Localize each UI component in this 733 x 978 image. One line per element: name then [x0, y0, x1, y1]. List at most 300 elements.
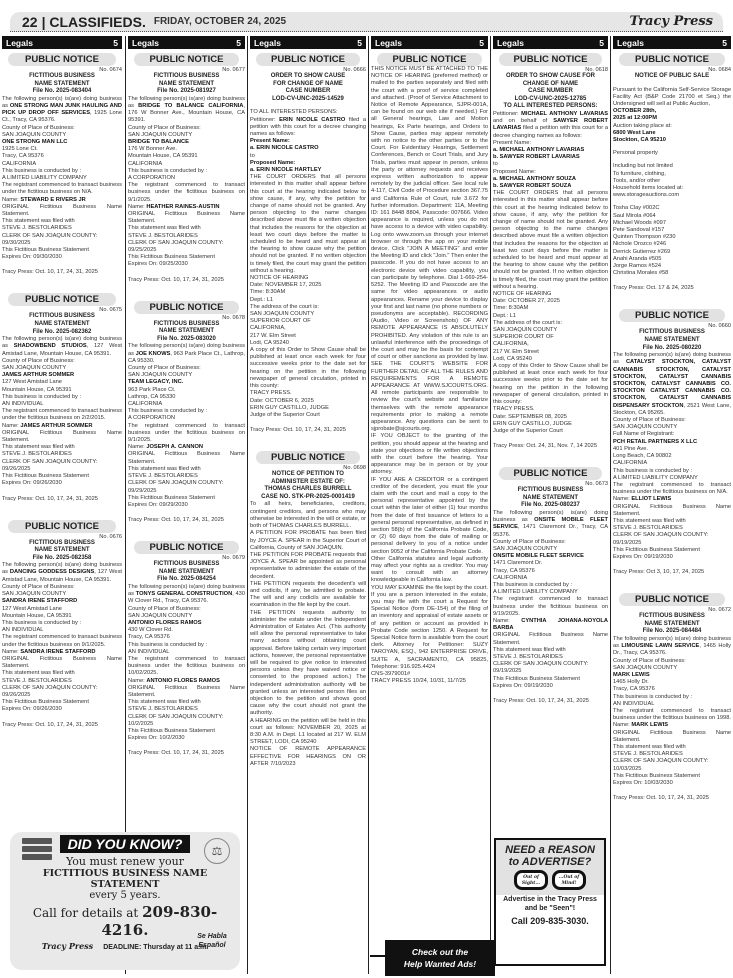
notice-title: FICTITIOUS BUSINESS [639, 329, 705, 336]
notice-text: Present Name: [250, 138, 290, 145]
notice-text: 6800 West Lane [613, 129, 656, 136]
notice-text: This business is conducted by : [2, 167, 82, 174]
notice-text: ORIGINAL Fictitious Business Name Statement. [128, 684, 245, 698]
ad-line: and be "Seen"! [524, 905, 576, 912]
banner-line: Check out the [411, 947, 469, 957]
notice-text: Name: JAMES ARTHUR SOMMER [2, 422, 93, 429]
notice-title: NAME STATEMENT [34, 547, 90, 554]
notice-text: AN INDIVIDUAL [2, 401, 44, 408]
legals-label: Legals [375, 37, 402, 48]
notice-text: The following person(s) is(are) doing business as LIMOUSINE LAWN SERVICE, 1465 Holly Dr., Tracy, CA 95376. [613, 635, 731, 657]
page-number: 22 [22, 13, 38, 30]
notice-text: ANTONIO FLORES RAMOS [128, 619, 202, 626]
ad-line: every 5 years. [89, 890, 161, 901]
public-notice [493, 53, 608, 449]
notice-text: STEVE J. BESTOLARIDES [128, 473, 198, 480]
notice-number: No. 0675 [99, 307, 122, 314]
public-notice [493, 467, 608, 704]
public-notice [613, 53, 731, 291]
notice-text: The following person(s) is(are) doing business as ONE STRONG MAN JUNK HAULING AND PICK UP DROP OFF SERVICES, 1925 Lone Ct., Tracy, CA 95376. [2, 95, 122, 124]
public-notice-heading: PUBLIC NOTICE [256, 53, 360, 66]
notice-text: STEVE J. BESTOLARIDES [128, 706, 198, 713]
notice-text: A LIMITED LIABILITY COMPANY [493, 589, 578, 596]
notice-title: File No. 2025-082362 [32, 328, 92, 335]
tracy-press-logo: Tracy Press [41, 941, 94, 951]
notice-title: FICTITIOUS BUSINESS [153, 561, 220, 568]
notice-number: No. 0618 [585, 67, 608, 73]
legals-label: Legals [254, 37, 281, 48]
notice-text: Name: ELLIOT LEWIS [613, 496, 672, 503]
se-habla-espanol: Se Habla Español [197, 933, 227, 949]
notice-title: File No. 2025-084254 [157, 576, 216, 583]
notice-title: NAME STATEMENT [158, 80, 215, 87]
notice-text: STEVE J. BESTOLARIDES [2, 451, 72, 458]
notice-text: This statement was filed with [128, 699, 201, 706]
notice-text: Derrick Gutierrez #269 [613, 248, 671, 255]
notice-text: CALIFORNIA [128, 160, 163, 167]
notice-text: SAN JOAQUIN COUNTY [128, 372, 193, 379]
notice-body [613, 352, 731, 561]
ad-deadline: DEADLINE: Thursday at 11 a.m. [103, 944, 209, 951]
page-header [10, 12, 723, 32]
public-notice [128, 53, 245, 283]
notice-text: The following person(s) is(are) doing business as JOE KNOWS, 963 Park Place Ct., Lathrop, CA 95330. [128, 343, 245, 364]
notice-text: This business is conducted by : [128, 641, 208, 648]
notice-text: Proposed Name: [250, 159, 296, 166]
notice-text: Michael Woods #097 [613, 219, 667, 226]
notice-text: ORIGINAL Fictitious Business Name Statement. [128, 451, 245, 465]
notice-text: SAN JOAQUIN COUNTY [250, 311, 315, 318]
notice-text: ORIGINAL Fictitious Business Name Statement. [2, 429, 122, 444]
notice-text: ORIGINAL Fictitious Business Name Statement. [128, 211, 245, 225]
ad-headline: DID YOU KNOW? [60, 835, 191, 853]
notice-text: Pursuant to the California Self-Service Storage Facility Act (B&P Code 21700 et Seq.) the Undersigned will sell at Public Auction, [613, 86, 731, 107]
publication-dates: Tracy Press: Oct. 10, 17, 24, 31, 2025 [128, 517, 224, 524]
notice-text: This business is conducted by : [2, 393, 82, 400]
notice-text: 127 West Amistad Lane [2, 605, 62, 612]
notice-text: Dept.: L1 [493, 312, 517, 319]
legals-number: 5 [479, 37, 484, 48]
notice-text: OCTOBER 28th, [613, 108, 657, 115]
notice-text: NOTICE OF REMOTE APPEARANCE EFFECTIVE FOR HEARINGS ON OR AFTER 7/10/2023 [250, 746, 366, 767]
notice-title: FOR CHANGE OF NAME [273, 80, 343, 87]
column-divider [610, 36, 611, 974]
notice-body [371, 66, 488, 685]
public-notice [371, 53, 488, 685]
notice-text: CLERK OF SAN JOAQUIN COUNTY: [2, 684, 98, 691]
notice-text: This statement was filed with [128, 225, 201, 232]
notice-number: No. 0672 [708, 607, 731, 614]
notice-text: YOU MAY EXAMINE the file kept by the court. If you are a person interested in the estate, you may file with the court a Request for Special Notice (form DE-154) of the filing of an inventory and appraisal of estate assets or of any petition or account as provided in Probate Code section 1250. A Request for Special Notice form is available from the court clerk. Attorney for Petitioner: SUZY TAROYAN, ESQ., 942 ENTERPRISE DRIVE, SUITE A, SACRAMENTO, CA 95825, Telephone: 916.925.4424 [371, 584, 488, 670]
notice-number: No. 0677 [222, 67, 245, 73]
notice-text: ERIN GUY CASTILLO, JUDGE [250, 404, 329, 411]
notice-text: County of Place of Business: [2, 124, 75, 131]
notice-text: ONE STRONG MAN LLC [2, 139, 68, 145]
notice-number: No. 0676 [99, 533, 122, 540]
notice-text: Tracy, CA 95376 [2, 153, 44, 160]
notice-text: AN INDIVIDUAL [2, 627, 44, 634]
notice-text: THE COURT ORDERS that all persons interested in this matter shall appear before this court at the hearing indicated below to show cause, if any, why the petition for change of name should not be granted. Any person objecting to the name changes described above must file a written objection that includes the reasons for the objection at least two court days before the matter is scheduled to be heard and must appear at the hearing to show cause why the petition should not be granted. If no written objection is timely filed, the court may grant the petition without a hearing. [250, 174, 366, 274]
notice-text: County of Place of Business: [613, 417, 686, 424]
scales-of-justice-icon: ⚖ [204, 838, 230, 864]
publication-dates: Tracy Press: Oct. 10, 17, 24, 31, 2025 [250, 427, 346, 434]
notice-text: To all heirs, beneficiaries, creditors, contingent creditors, and persons who may otherwise be interested in the will or estate, or both of THOMAS CHARLES BURRELL. [250, 501, 366, 530]
notice-text: Proposed Name: [493, 168, 536, 175]
notice-text: Expires On: 09/26/2030 [2, 706, 62, 713]
publication-dates: Tracy Press: Oct. 24, 31, Nov. 7, 14 2025 [493, 443, 598, 450]
banner-line: Help Wanted Ads! [403, 959, 477, 969]
notice-text: b. SAWYER ROBERT SOUZA [493, 183, 572, 189]
notice-text: IF YOU ARE A CREDITOR or a contingent creditor of the decedent, you must file your claim with the court and mail a copy to the personal representative appointed by the court within the later of either (1) four months from the date of first issuance of letters to a general personal representative, as defined in section 58(b) of the California Probate Code, or (2) 60 days from the date of mailing or personal delivery to you of a notice under section 9052 of the California Probate Code. [371, 476, 488, 555]
notice-text: Including but not limited [613, 163, 673, 170]
notice-number: No. 0698 [343, 465, 366, 472]
notice-body [128, 584, 245, 742]
notice-title: NAME STATEMENT [34, 321, 90, 328]
notice-title: File No. 2025-083404 [32, 88, 92, 95]
notice-text: This business is conducted by : [128, 167, 208, 174]
notice-text: ORIGINAL Fictitious Business Name Statement. [2, 655, 122, 670]
notice-text: 09/26/2025 [2, 465, 31, 472]
notice-text: 217 W. Elm Street [493, 348, 539, 355]
column-divider [368, 36, 369, 974]
legals-number: 5 [357, 37, 362, 48]
notice-text: THE PETITION requests the decedent's will and codicils, if any, be admitted to probate. The will and any codicils are available for examination in the file kept by the court. [250, 580, 366, 609]
legals-header [2, 36, 122, 49]
notice-text: ORIGINAL Fictitious Business Name Statement. [493, 632, 608, 646]
public-notice [2, 520, 122, 728]
notice-text: Tracy, CA 95376 [493, 567, 535, 574]
notice-text: CLERK OF SAN JOAQUIN COUNTY: [128, 239, 224, 246]
notice-text: 09/29/2025 [128, 487, 157, 494]
notice-text: AN INDIVIDUAL [128, 648, 170, 655]
notice-text: County of Place of Business: [128, 124, 201, 131]
publication-dates: Tracy Press: Oct. 10, 17, 24, 31, 2025 [493, 697, 589, 704]
notice-text: This business is conducted by : [2, 619, 82, 626]
notice-text: 09/19/2025 [613, 539, 642, 546]
notice-text: Petitioner: MICHAEL ANTHONY LAVARIAS and on behalf of SAWYER ROBERT LAVARIAS filed a petition with this court for a decree changing names as follows: [493, 110, 608, 139]
notice-text: 09/30/2025 [2, 239, 31, 246]
notice-title: CHANGE OF NAME [522, 80, 579, 87]
notice-title: File No. 2025-081927 [157, 88, 216, 95]
legals-label: Legals [617, 37, 644, 48]
public-notice-heading: PUBLIC NOTICE [256, 451, 360, 464]
notice-text: to [493, 161, 498, 168]
notice-text: County of Place of Business: [2, 583, 75, 590]
notice-text: PCH RETAIL PARTNERS X LLC [613, 438, 698, 445]
notice-text: ORIGINAL Fictitious Business Name Statement. [2, 203, 122, 218]
notice-text: Expires On: 09/19/2030 [493, 682, 553, 689]
notice-body [613, 636, 731, 787]
public-notice-heading: PUBLIC NOTICE [377, 53, 482, 66]
notice-text: SUPERIOR COURT OF [250, 318, 311, 325]
notice-text: The registrant commenced to transact business under the fictitious business on 10/02/2025. [128, 655, 245, 677]
notice-text: NOTICE OF HEARING [493, 291, 552, 298]
notice-title: CASE NUMBER [528, 88, 573, 95]
notice-text: The following person(s) is(are) doing business as CATALYST STOCKTON, CATALYST CANNABIS STOCKTON, CATALYST STOCKTON, CATALYST CANNABIS STOCKTON, CATALYST CANNABIS CO. STOCKTON CATALYST CANNABIS CO. STOCKTON, CATALYST CANNABIS DISPENSARY STOCKTON, 2521 West Lane, Stockton, CA 95265. [613, 352, 731, 416]
public-notice [250, 451, 366, 768]
public-notice-heading: PUBLIC NOTICE [134, 541, 239, 554]
notice-title: File No. 2025-080237 [521, 502, 580, 509]
notice-text: Time: 8:30AM [493, 305, 529, 312]
legals-header [613, 36, 731, 49]
notice-text: Tools, and/or other [613, 177, 661, 184]
notice-body [250, 501, 366, 768]
notice-text: Full Name of Registrant: [613, 431, 675, 438]
notice-text: THE PETITION requests authority to administer the estate under the Independent Administration of Estates Act. (This authority will allow the personal representative to take many actions without obtaining court approval. Before taking certain very important actions, however, the personal representative will be required to give notice to interested persons unless they have waived notice or consented to the proposed action.) The independent administration authority will be granted unless an interested person files an objection to the petition and shows good cause why the court should not grant the authority. [250, 609, 366, 717]
notice-text: AN INDIVIDUAL [613, 700, 655, 707]
notice-text: STEVE J. BESTOLARIDES [613, 525, 683, 532]
notice-text: TRACY PRESS. [250, 390, 292, 397]
notice-text: 430 W Clover Rd. [128, 627, 173, 634]
notice-text: ONSITE MOBILE FLEET SERVICE [493, 553, 584, 560]
notice-title: CASE NUMBER [285, 88, 331, 95]
notice-text: This Fictitious Business Statement [128, 494, 215, 501]
notice-text: CALIFORNIA [128, 401, 163, 408]
notice-text: To furniture, clothing, [613, 170, 666, 177]
notice-title: File No. 2025-080220 [642, 344, 702, 351]
notice-text: A PETITION FOR PROBATE has been filed by JOYCE A. SPEAR in the Superior Court of California, County of SAN JOAQUIN. [250, 530, 366, 551]
notice-text: TO ALL INTERESTED PERSONS: [250, 109, 338, 116]
legals-header [250, 36, 366, 49]
publication-dates: Tracy Press: Oct. 17 & 24, 2025 [613, 285, 694, 292]
notice-text: The following person(s) is(are) doing business as TONYS GENERAL CONSTRUCTION, 430 W Clover Rd., Tracy, CA 95376. [128, 583, 245, 605]
column-4 [371, 36, 488, 936]
books-icon [22, 838, 52, 864]
notice-text: The registrant commenced to transact business under the fictitious business on 2/2/2015. [2, 408, 122, 422]
notice-title: LOD-CV-UNC-2025-14529 [272, 95, 344, 102]
notice-text: a. ERIN NICOLE HARTLEY [250, 167, 322, 173]
notice-text: 401 Pine Ave. [613, 445, 648, 452]
notice-text: TRACY PRESS. [493, 406, 535, 413]
public-notice [613, 309, 731, 575]
legals-number: 5 [599, 37, 604, 48]
notice-text: TRACY PRESS 10/24, 10/31, 11/7/25 [371, 678, 466, 685]
notice-text: STEVE J. BESTOLARIDES [493, 653, 563, 660]
notice-number: No. 0673 [585, 481, 608, 488]
notice-title: NAME STATEMENT [644, 620, 700, 627]
notice-body [2, 336, 122, 487]
notice-text: Date: NOVEMBER 17, 2025 [250, 282, 322, 289]
notice-text: 176 W Bonner Ave. [128, 146, 177, 153]
publication-dates: Tracy Press: Oct. 10, 17, 24, 31, 2025 [2, 495, 98, 502]
notice-text: 10/03/2025 [613, 765, 642, 772]
notice-text: Expires On: 09/19/2030 [613, 553, 673, 560]
notice-title: FICTITIOUS BUSINESS [29, 539, 95, 546]
notice-number: No. 0666 [343, 67, 366, 73]
notice-title: ORDER TO SHOW CAUSE FOR [506, 73, 595, 79]
notice-title: NAME STATEMENT [522, 494, 579, 501]
notice-text: Stockton, CA 95210 [613, 137, 666, 144]
notice-title: FICTITIOUS BUSINESS [153, 73, 220, 79]
notice-text: MARK LEWIS [613, 671, 650, 678]
notice-text: Mountain House, CA 95391 [128, 153, 198, 160]
notice-text: Expires On: 10/03/2030 [613, 779, 673, 786]
public-notice-heading: PUBLIC NOTICE [619, 593, 725, 606]
notice-text: SANDRA IRENE STAFFORD [2, 598, 78, 605]
notice-title: LOD-CV-UNC-2025-12785 [514, 95, 587, 102]
notice-number: No. 0684 [708, 67, 731, 73]
notice-text: SAN JOAQUIN COUNTY [2, 131, 67, 138]
notice-text: The registrant commenced to transact business under the fictitious business on 9/1/2025. [2, 634, 122, 648]
notice-title: THOMAS CHARLES BURRELL [264, 486, 352, 493]
notice-body [128, 343, 245, 509]
notice-title: NAME STATEMENT [158, 568, 215, 575]
notice-text: The registrant commenced to transact business under the fictitious business on 1998. [613, 707, 731, 722]
notice-text: Auction taking place at: [613, 122, 672, 129]
notice-text: CLERK OF SAN JOAQUIN COUNTY: [493, 661, 589, 668]
glasses-icon [496, 870, 604, 890]
notice-text: Dept.: L1 [250, 296, 274, 303]
notice-title: FICTITIOUS BUSINESS [517, 487, 584, 494]
notice-text: This statement was filed with [493, 646, 566, 653]
notice-text: Name: STEWARD E RIVERS JR [2, 196, 86, 203]
notice-text: Quinten Thompson #230 [613, 234, 676, 241]
notice-text: This statement was filed with [2, 218, 75, 225]
notice-text: CALIFORNIA, [250, 325, 286, 332]
notice-text: CALIFORNIA [2, 160, 37, 167]
notice-text: Time: 8:30AM [250, 289, 286, 296]
notice-text: 2025 at 12:00PM [613, 115, 657, 122]
notice-text: SAN JOAQUIN COUNTY [2, 365, 67, 372]
notice-text: SAN JOAQUIN COUNTY [128, 131, 193, 138]
notice-number: No. 0674 [99, 67, 122, 73]
public-notice [2, 53, 122, 275]
legals-header [128, 36, 245, 49]
publication-dates: Tracy Press: Oct. 10, 17, 24, 31, 2025 [613, 795, 709, 802]
notice-text: This Fictitious Business Statement [493, 675, 580, 682]
notice-text: CLERK OF SAN JOAQUIN COUNTY: [2, 232, 98, 239]
notice-text: 10/2/2025 [128, 720, 154, 727]
notice-text: Expires On: 10/2/2030 [128, 735, 185, 742]
notice-text: ORIGINAL Fictitious Business Name Statement. [613, 729, 731, 743]
notice-text: This Fictitious Business Statement [2, 247, 89, 254]
notice-text: The following person(s) is(are) doing business as SHADOWBEND STUDIOS, 127 West Amistad Lane, Mountain House, CA 95391. [2, 336, 122, 357]
notice-text: This statement was filed with [2, 670, 75, 677]
notice-text: This business is conducted by : [613, 693, 693, 700]
column-5 [493, 36, 608, 832]
notice-text: Lodi, CA 95240 [493, 355, 532, 362]
public-notice-heading: PUBLIC NOTICE [8, 520, 116, 533]
notice-text: CALIFORNIA [493, 574, 528, 581]
notice-text: SAN JOAQUIN COUNTY [613, 424, 678, 431]
notice-title: NOTICE OF PUBLIC SALE [634, 73, 710, 79]
legals-header [371, 36, 488, 49]
legals-number: 5 [236, 37, 241, 48]
public-notice-heading: PUBLIC NOTICE [134, 53, 239, 66]
column-6 [613, 36, 731, 974]
notice-text: Tracy, CA 95376 [128, 634, 170, 641]
notice-text: Expires On: 09/30/2030 [2, 254, 62, 261]
notice-body [493, 510, 608, 690]
legals-label: Legals [6, 37, 33, 48]
public-notice [613, 593, 731, 801]
notice-text: Anahi Aranda #505 [613, 255, 662, 262]
notice-text: to [250, 152, 255, 159]
advertise-ad [494, 838, 606, 966]
notice-text: County of Place of Business: [128, 605, 201, 612]
notice-number: No. 0660 [708, 323, 731, 330]
notice-text: Judge of the Superior Court [493, 427, 563, 434]
notice-text: SAN JOAQUIN COUNTY [493, 545, 558, 552]
notice-text: Other California statutes and legal authority may affect your rights as a creditor. You may want to consult with an attorney knowledgeable in California law. [371, 555, 488, 584]
notice-text: Judge of the Superior Court [250, 411, 320, 418]
notice-text: Expires On: 09/26/2030 [2, 480, 62, 487]
notice-text: This business is conducted by : [128, 408, 208, 415]
column-divider [490, 36, 491, 974]
notice-title: FICTITIOUS BUSINESS [29, 313, 95, 320]
notice-text: 1465 Holly Dr. [613, 679, 649, 686]
notice-text: The registrant commenced to transact business under the fictitious business on 9/1/2025. [128, 182, 245, 203]
notice-body [2, 96, 122, 262]
notice-text: The registrant commenced to transact business under the fictitious business on 9/1/2025. [128, 422, 245, 444]
notice-text: The following person(s) is(are) doing business as ONSITE MOBILE FLEET SERVICE, 1471 Claremont Dr., Tracy, CA 95376. [493, 509, 608, 538]
notice-text: This statement was filed with [613, 743, 686, 750]
notice-text: CLERK OF SAN JOAQUIN COUNTY: [613, 758, 709, 765]
notice-text: 127 West Amistad Lane [2, 379, 62, 386]
notice-text: Jorge Ramos #524 [613, 263, 662, 270]
notice-text: A LIMITED LIABILITY COMPANY [613, 474, 698, 481]
notice-text: SUPERIOR COURT OF [493, 334, 554, 341]
legals-label: Legals [132, 37, 159, 48]
notice-text: Expires On: 09/29/2030 [128, 501, 188, 508]
public-notice [2, 293, 122, 501]
notice-text: The address of the court is: [250, 303, 319, 310]
notice-title: NAME STATEMENT [34, 80, 90, 87]
notice-body [2, 562, 122, 713]
ad-line: You must renew your [65, 855, 185, 868]
notice-text: SAN JOAQUIN COUNTY [2, 591, 67, 598]
ad-line: Advertise in the Tracy Press [503, 896, 597, 903]
notice-title: FICTITIOUS BUSINESS [29, 73, 95, 79]
notice-text: STEVE J. BESTOLARIDES [128, 232, 198, 239]
notice-text: Name: SANDRA IRENE STAFFORD [2, 648, 96, 655]
notice-text: THIS NOTICE MUST BE ATTACHED TO THE NOTICE OF HEARING (preferred method) or mailed to the parties separately and filed with the court with a proof of service completed and attached. (Proof of Service Attachment to Notice of Remote Appearance, SJPR-001A, can be found on our web site if needed.) For all General hearings, Law and Motion hearings, Ex Parte hearings, and Orders to Show Cause, parties may appear remotely with no notice to the other parties or to the Court. For Evidentiary Hearings, Settlement Conferences, Bench or Court Trials, and Jury Trials, parties must appear in person, unless the party or attorney requests and receives express written authorization to appear remotely by the judicial officer. See local rule 4-117, Civil Code of Procedure section 367.75 and California Rule of Court, rule 3.672 for further information. Department: 11A, Meeting ID: 161 8448 8804, Passcode: 007666. Video appearance is required, unless you do not have access to a device with video capability. Log onto www.zoom.us through your internet browser or through the app on your mobile device. Click "JOIN A MEETING" and enter the Meeting ID and click "Join." Then enter the passcode. If you do not have access to an electronic device with video capability, you can participate by telephone. Dial 1-669-254-5252. The Meeting ID and Passcode are the same for video appearances or audio appearances. Rename your device to display your first and last name (no phone numbers or pseudonyms are acceptable). RECORDING (Audio, Video or Screenshots) OF ANY REMOTE APPEARANCE IS ABSOLUTELY PROHIBITED. Any violation of this rule is an unlawful interference with the proceedings of the court and may be the basis for contempt of court or other sanctions as provided by law. SEE THE COURT'S WEBSITE FOR FURTHER DETAIL OF ALL THE RULES AND REQUIREMENTS FOR A REMOTE APPEARANCE AT WWW.SJCOURTS.ORG. All remote participants are responsible to review the court's website and familiarize themselves with the remote appearance requirements prior to making a remote appearance. Any questions can be sent to sjprobate@sjcourts.org. [371, 66, 488, 433]
publication-dates: Tracy Press: Oct. 10, 17, 24, 31, 2025 [2, 269, 98, 276]
ad-call-text: Call for details at [32, 906, 139, 920]
notice-text: Lodi, CA 95240 [250, 339, 289, 346]
notice-text: This statement was filed with [613, 517, 686, 524]
notice-text: 1471 Claremont Dr. [493, 560, 543, 567]
ad-line: FICTITIOUS BUSINESS NAME STATEMENT [42, 868, 208, 890]
public-notice-heading: PUBLIC NOTICE [619, 53, 725, 66]
notice-text: This Fictitious Business Statement [613, 772, 700, 779]
notice-title: FICTITIOUS BUSINESS [639, 613, 705, 620]
notice-title: NAME STATEMENT [158, 328, 215, 335]
notice-title: TO ALL INTERESTED PERSONS: [503, 103, 598, 110]
notice-text: The address of the court is: [493, 319, 562, 326]
legals-number: 5 [722, 37, 727, 48]
notice-text: SAN JOAQUIN COUNTY [493, 327, 558, 334]
notice-text: A LIMITED LIABILITY COMPANY [2, 175, 87, 182]
publication-dates: Tracy Press: Oct. 10, 17, 24, 31, 2025 [128, 276, 224, 283]
notice-text: ERIN GUY CASTILLO, JUDGE [493, 420, 572, 427]
tracy-press-logo: Tracy Press [629, 14, 713, 29]
notice-body [613, 81, 731, 278]
legals-label: Legals [497, 37, 524, 48]
ad-phone: 209-830-4216. [101, 903, 218, 939]
notice-text: NOTICE OF HEARING [250, 275, 309, 282]
lens-text: Out of Sight... [514, 870, 548, 890]
public-notice-heading: PUBLIC NOTICE [499, 467, 602, 480]
notice-text: Petitioner: ERIN NICOLE CASTRO filed a petition with this court for a decree changing names as follows: [250, 116, 366, 137]
notice-body [128, 96, 245, 269]
publication-dates: Tracy Press: Oct. 10, 17, 24, 31, 2025 [2, 721, 98, 728]
notice-text: b. SAWYER ROBERT LAVARIAS [493, 154, 580, 161]
notice-text: Mountain House, CA 95391 [2, 386, 72, 393]
notice-text: Name: CYNTHIA JOHANA-NOYOLA BARBA [493, 617, 608, 632]
notice-text: CLERK OF SAN JOAQUIN COUNTY: [613, 532, 709, 539]
notice-text: Name: ANTONIO FLORES RAMOS [128, 677, 220, 684]
